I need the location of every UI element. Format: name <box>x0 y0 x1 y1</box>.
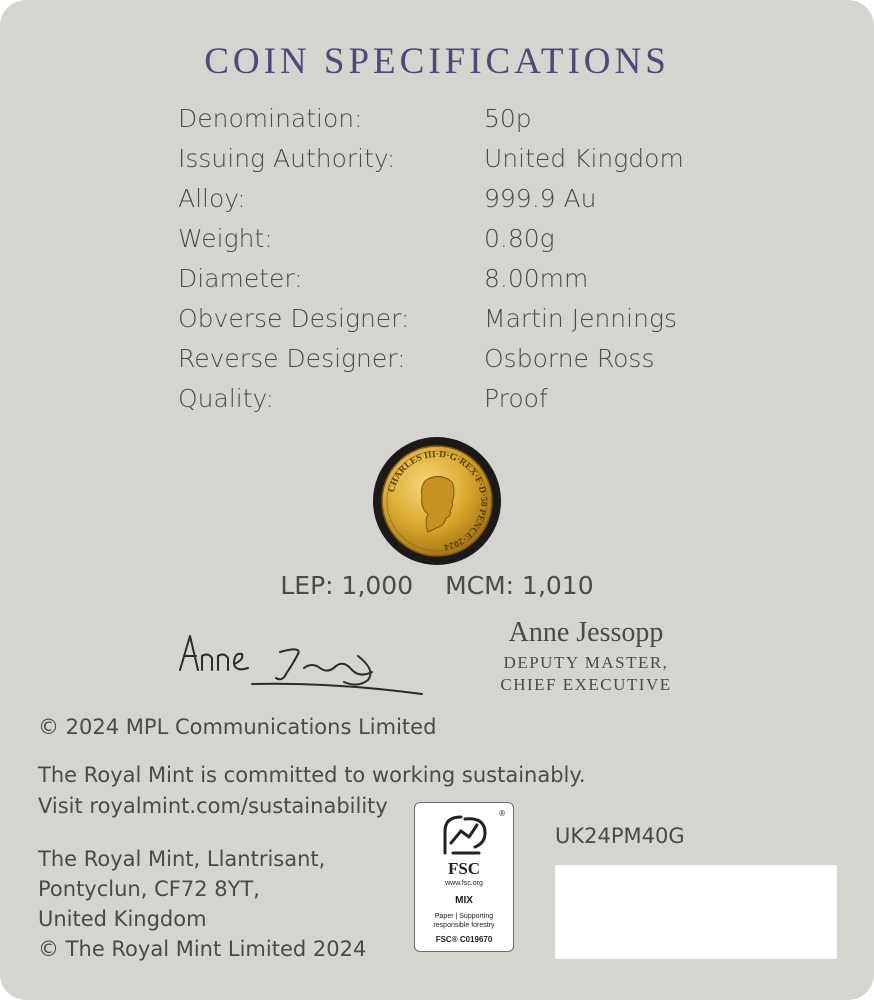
mcm-label: MCM: 1,010 <box>445 571 594 600</box>
spec-row-denomination <box>178 98 684 138</box>
spec-label: Quality: <box>178 383 274 413</box>
fsc-mix: MIX <box>455 895 473 906</box>
spec-row-reverse-designer <box>178 338 684 378</box>
spec-label: Alloy: <box>178 183 246 213</box>
signer-block <box>486 614 686 696</box>
spec-value: Martin Jennings <box>484 303 677 333</box>
address-line: Pontyclun, CF72 8YT, <box>38 877 260 901</box>
copyright-mpl: © 2024 MPL Communications Limited <box>38 715 437 739</box>
mintage-limits <box>0 571 874 600</box>
spec-row-quality <box>178 378 684 418</box>
copyright-royal-mint: © The Royal Mint Limited 2024 <box>38 937 367 961</box>
page-title: COIN SPECIFICATIONS <box>204 41 670 82</box>
fsc-tree-icon <box>439 813 491 857</box>
product-code: UK24PM40G <box>555 824 685 848</box>
spec-value: 8.00mm <box>484 263 589 293</box>
fsc-code: FSC® C019670 <box>435 935 493 944</box>
spec-list <box>178 98 684 418</box>
address-line: United Kingdom <box>38 907 207 931</box>
address-line: The Royal Mint, Llantrisant, <box>38 847 326 871</box>
spec-label: Denomination: <box>178 103 363 133</box>
spec-row-diameter <box>178 258 684 298</box>
spec-label: Diameter: <box>178 263 303 293</box>
fsc-description: responsible forestry <box>433 922 495 929</box>
spec-label: Reverse Designer: <box>178 343 406 373</box>
fsc-name: FSC <box>447 859 481 878</box>
spec-row-issuing-authority <box>178 138 684 178</box>
spec-label: Obverse Designer: <box>178 303 410 333</box>
fsc-logo <box>414 802 514 952</box>
sustainability-line: The Royal Mint is committed to working sustainably. <box>38 763 586 787</box>
spec-value: Osborne Ross <box>484 343 655 373</box>
signer-name: Anne Jessopp <box>508 617 664 648</box>
signer-role: DEPUTY MASTER, <box>503 653 669 672</box>
gold-coin-image <box>372 436 502 566</box>
lep-label: LEP: 1,000 <box>280 571 414 600</box>
spec-value: 0.80g <box>484 223 555 253</box>
fsc-description: Paper | Supporting <box>434 913 494 920</box>
signature-image <box>172 626 434 706</box>
spec-row-obverse-designer <box>178 298 684 338</box>
fsc-url: www.fsc.org <box>445 880 483 887</box>
spec-value: Proof <box>484 383 548 413</box>
spec-value: 50p <box>484 103 532 133</box>
spec-row-alloy <box>178 178 684 218</box>
spec-label: Issuing Authority: <box>178 143 396 173</box>
spec-label: Weight: <box>178 223 273 253</box>
spec-row-weight <box>178 218 684 258</box>
signer-role: CHIEF EXECUTIVE <box>500 675 672 694</box>
spec-value: 999.9 Au <box>484 183 597 213</box>
label-placeholder <box>555 865 837 959</box>
coin-inscription: CHARLES III·D·G·REX·F·D·50 PENCE·2024 <box>386 449 489 552</box>
spec-value: United Kingdom <box>484 143 684 173</box>
sustainability-link[interactable]: Visit royalmint.com/sustainability <box>38 794 388 818</box>
registered-mark: ® <box>499 809 505 818</box>
